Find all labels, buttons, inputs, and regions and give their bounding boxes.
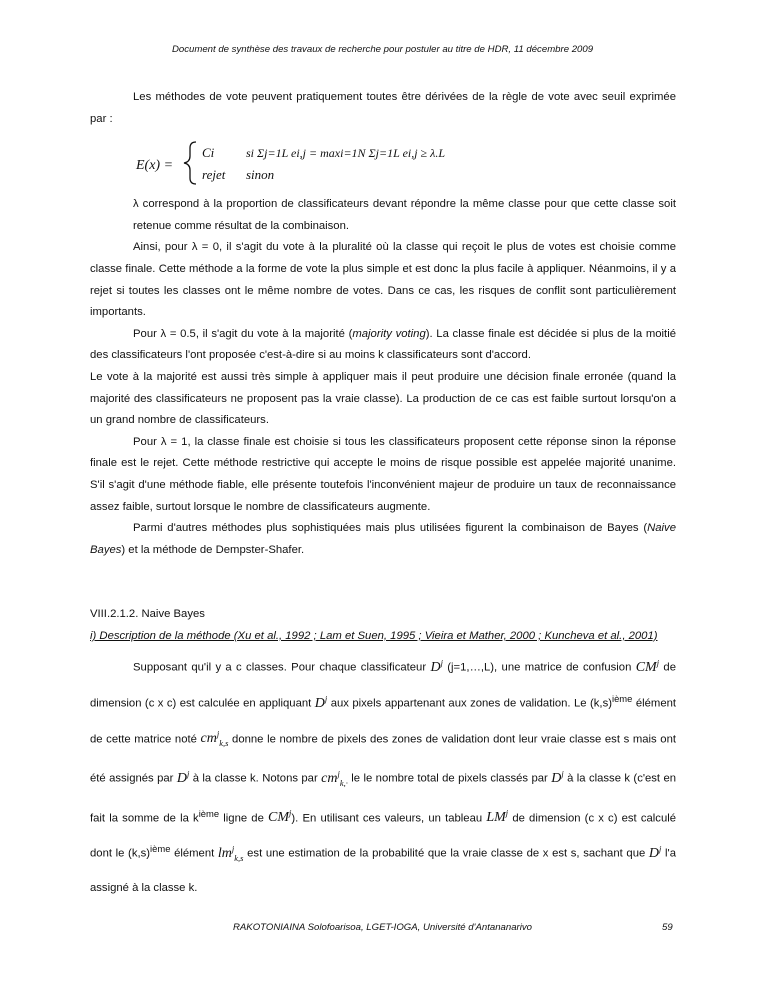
lambda-zero-paragraph: Ainsi, pour λ = 0, il s'agit du vote à la pluralité où la classe qui reçoit le plus de votes est choisie comme classe finale. Cette méthode a la forme de vote la plus simple et est donc la plus facile à appliquer. Néanmoins, il y a rejet si toutes les classes ont le même nombre de votes. Dans ce cas, les risques de conflit sont particulièrement importants. [90,241,676,319]
page-content [90,87,676,903]
page-number: 59 [662,922,673,933]
vote-threshold-formula [134,136,676,190]
formula-case2-condition: sinon [246,167,275,183]
symbol-CM: $CM^j$ [635,657,660,676]
lambda-definition: λ correspond à la proportion de classificateurs devant répondre la même classe pour que cette classe soit retenue comme résultat de la combinaison. [133,198,676,232]
formula-brace [184,142,196,184]
formula-lhs: E(x) = [136,158,174,174]
symbol-cm-kdot: $cm^j_{k,\cdot}$ [321,768,348,788]
page-header: Document de synthèse des travaux de recherche pour postuler au titre de HDR, 11 décembre 2009 [171,44,594,55]
subsection-title: i) Description de la méthode (Xu et al., 1992 ; Lam et Suen, 1995 ; Vieira et Mather, 2000 ; Kuncheva et al., 2001) [90,629,658,642]
symbol-lm-ks: $lm^j_{k,s}$ [217,843,244,863]
symbol-D: $D^j$ [176,768,190,786]
symbol-D: $D^j$ [648,843,662,861]
section-title: VIII.2.1.2. Naive Bayes [90,608,205,621]
symbol-CM: $CM^j$ [268,807,292,826]
footer-author: RAKOTONIAINA Solofoarisoa, LGET-IOGA, Université d'Antananarivo [232,922,532,933]
formula-case1-condition: si Σj=1L ei,j = maxi=1N Σj=1L ei,j ≥ λ.L [246,146,446,161]
naive-bayes-paragraph: Supposant qu'il y a c classes. Pour chaque classificateur $D^j$ (j=1,…,L), une matrice de confusion $CM^j$ de dimension (c x c) est calculée en appliquant $D^j$ aux pixels appartenant aux zones de validation. Le $(k,s)^{ième}$ élément de cette matrice noté $cm^j_{k,s}$ donne le nombre de pixels des zones de validation dont leur vraie classe est s mais ont été assignés par $D^j$ à la classe k. Notons par $cm^j_{k,\cdot}$ le le nombre total de pixels classés par $D^j$ à la classe k (c'est en fait la somme de la $k^{ième}$ ligne de $CM^j$). En utilisant ces valeurs, un tableau $LM^j$ de dimension (c x c) est calculé dont le $(k,s)^{ième}$ élément $lm^j_{k,s}$ est une estimation de la probabilité que la vraie classe de x est s, sachant que $D^j$ l'a assigné à la classe k. [90,657,677,894]
symbol-D: $D^j$ [314,693,328,711]
formula-case2-value: rejet [202,167,226,183]
symbol-cm-ks: $cm^j_{k,s}$ [200,728,229,749]
symbol-D: $D^j$ [430,657,443,676]
formula-case1-value: Ci [202,145,215,161]
majority-paragraph: Le vote à la majorité est aussi très simple à appliquer mais il peut produire une décision finale erronée (quand la majorité des classificateurs ne proposent pas la vraie classe). La production de ce cas est faible surtout lorsqu'on a un grand nombre de classificateurs. [90,370,676,427]
other-methods-paragraph: Parmi d'autres méthodes plus sophistiquées mais plus utilisées figurent la combinaison de Bayes (Naive Bayes) et la méthode de Dempster-Shafer. [90,522,676,556]
lambda-half-paragraph: Pour λ = 0.5, il s'agit du vote à la majorité (majority voting). La classe finale est décidée si plus de la moitié des classificateurs l'ont proposée c'est-à-dire si au moins k classificateurs sont d'accord. [90,327,676,362]
symbol-LM: $LM^j$ [486,807,509,826]
intro-paragraph: Les méthodes de vote peuvent pratiquement toutes être dérivées de la règle de vote avec seuil exprimée par : [90,91,676,125]
lambda-one-paragraph: Pour λ = 1, la classe finale est choisie si tous les classificateurs proposent cette réponse sinon la réponse finale est le rejet. Cette méthode restrictive qui accepte le moins de risque possible est appelée majorité unanime. S'il s'agit d'une méthode fiable, elle présente toutefois l'inconvénient majeur de produire un taux de reconnaissance assez faible, surtout lorsque le nombre de classificateurs augmente. [90,435,676,513]
symbol-D: $D^j$ [551,768,564,786]
